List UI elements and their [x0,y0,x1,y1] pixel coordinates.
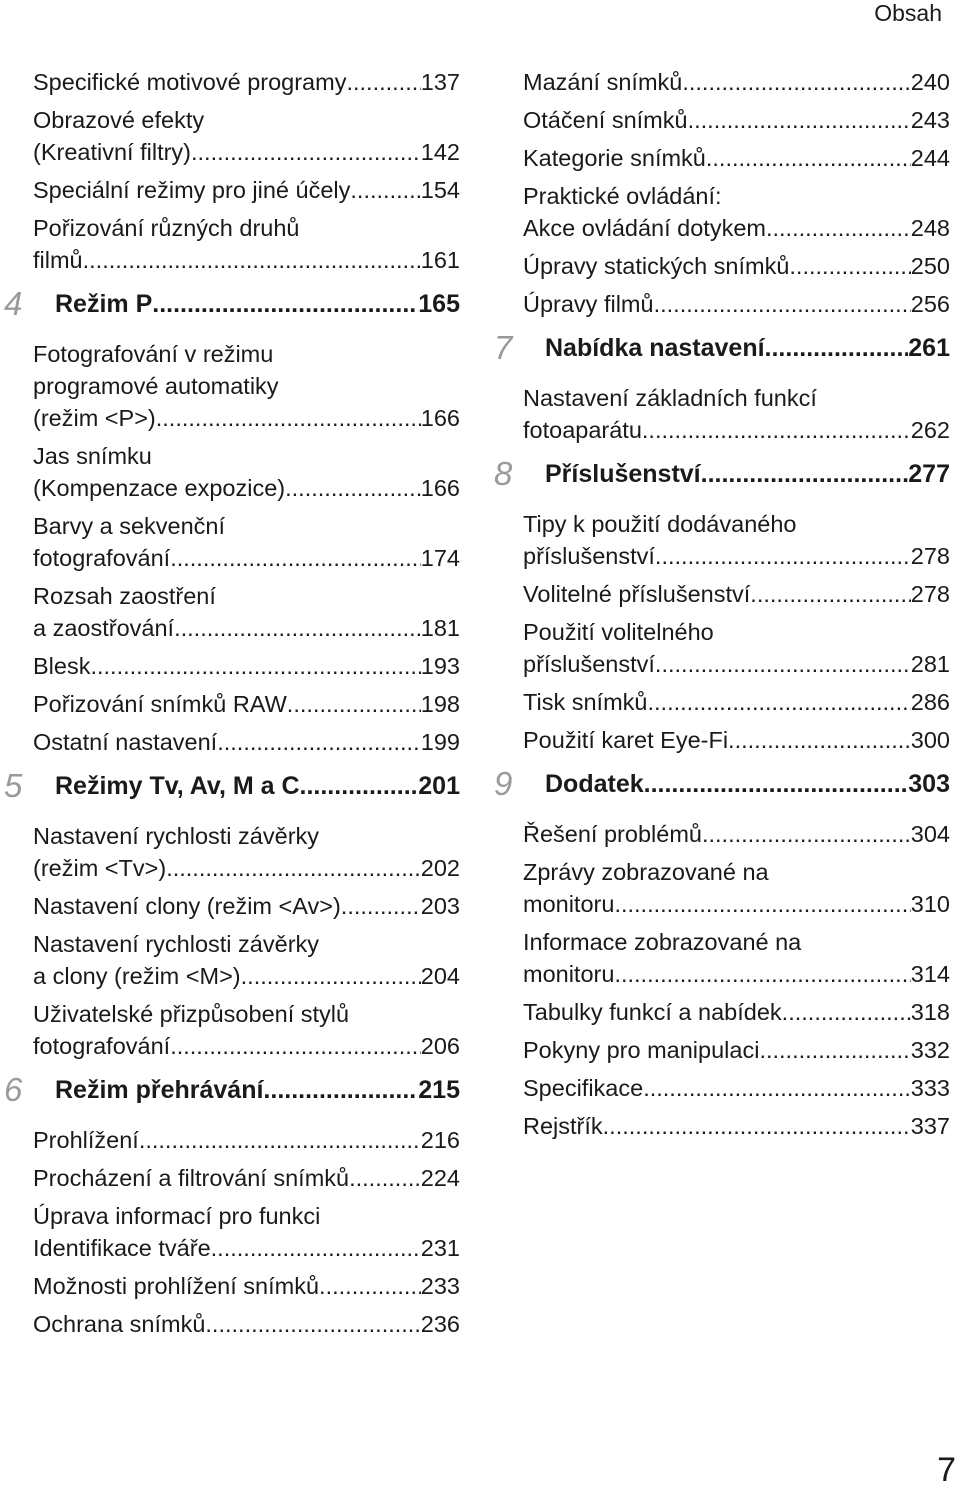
toc-entry[interactable] [0,580,460,644]
page-ref: 154 [420,177,460,203]
dot-leader [614,958,910,990]
page-ref: 206 [420,1033,460,1059]
page-ref: 261 [908,334,950,362]
toc-entry-title-line: Pořizování různých druhů [33,215,300,241]
toc-entry[interactable] [0,928,460,992]
toc-entry[interactable] [490,180,950,244]
toc-entry-title: a clony (režim <M>) [33,963,241,989]
dot-leader [350,174,420,206]
dot-leader [170,542,421,574]
page-ref: 243 [910,107,950,133]
toc-entry-title: fotografování [33,1033,171,1059]
page-ref: 337 [910,1113,950,1139]
dot-leader [750,578,910,610]
toc-entry[interactable] [0,998,460,1062]
chapter-title: Dodatek [545,770,644,798]
toc-entry-title: Řešení problémů [523,821,702,847]
toc-entry[interactable] [0,440,460,504]
page-ref: 224 [420,1165,460,1191]
toc-column-left [0,66,460,1346]
dot-leader [614,888,910,920]
toc-entry-title: fotografování [33,545,171,571]
page-ref: 277 [908,460,950,488]
page-ref: 244 [910,145,950,171]
toc-entry-title-line: Úprava informací pro funkci [33,1203,321,1229]
toc-entry-title-line: Barvy a sekvenční [33,513,226,539]
page-ref: 166 [420,475,460,501]
toc-entry-title-line: Rozsah zaostření [33,583,216,609]
page-ref: 137 [420,69,460,95]
page-ref: 300 [910,727,950,753]
toc-entry[interactable] [490,616,950,680]
toc-entry[interactable] [490,288,950,320]
page-ref: 215 [418,1076,460,1104]
toc-entry[interactable] [0,650,460,682]
toc-entry[interactable] [490,724,950,756]
toc-entry[interactable] [490,142,950,174]
toc-entry[interactable] [0,1124,460,1156]
toc-entry-title: Specifické motivové programy [33,69,347,95]
page-ref: 201 [418,772,460,800]
toc-entry-title: příslušenství [523,651,655,677]
toc-section-heading[interactable] [0,286,460,322]
toc-entry-title: Pokyny pro manipulaci [523,1037,760,1063]
page-ref: 198 [420,691,460,717]
page-ref: 193 [420,653,460,679]
toc-entry-title: Rejstřík [523,1113,603,1139]
toc-entry-title: monitoru [523,891,615,917]
toc-section-heading[interactable] [490,330,950,366]
toc-entry-title: Ochrana snímků [33,1311,206,1337]
dot-leader [706,142,911,174]
toc-entry[interactable] [490,250,950,282]
toc-entry-title: Specifikace [523,1075,644,1101]
dot-leader [217,726,421,758]
chapter-title: Příslušenství [545,460,701,488]
toc-entry-title: Tabulky funkcí a nabídek [523,999,782,1025]
toc-entry[interactable] [490,66,950,98]
toc-entry-title-line: Uživatelské přizpůsobení stylů [33,1001,350,1027]
page-ref: 216 [420,1127,460,1153]
toc-entry[interactable] [490,508,950,572]
toc-entry[interactable] [490,1110,950,1142]
page-ref: 202 [420,855,460,881]
dot-leader [90,650,420,682]
page-ref: 181 [420,615,460,641]
toc-section-heading[interactable] [0,768,460,804]
toc-entry-title: Úpravy statických snímků [523,253,790,279]
chapter-number: 5 [4,767,23,804]
page-ref: 314 [910,961,950,987]
page-ref: 278 [910,543,950,569]
dot-leader [655,540,911,572]
page-ref: 303 [908,770,950,798]
page-ref: 304 [910,821,950,847]
dot-leader [166,852,421,884]
page-ref: 262 [910,417,950,443]
dot-leader [174,612,421,644]
page-ref: 166 [420,405,460,431]
toc-entry[interactable] [490,382,950,446]
toc-entry-title-line: Fotografování v režimu [33,341,274,367]
toc-entry-title: příslušenství [523,543,655,569]
dot-leader [263,1072,418,1108]
toc-entry-title: Mazání snímků [523,69,683,95]
page-ref: 278 [910,581,950,607]
toc-entry-title-line: Zprávy zobrazované na [523,859,769,885]
toc-entry[interactable] [0,1270,460,1302]
toc-entry-title: Blesk [33,653,91,679]
toc-column-right [490,66,950,1148]
page-ref: 248 [910,215,950,241]
page-ref: 233 [420,1273,460,1299]
dot-leader [156,402,421,434]
toc-entry-title-line: Použití volitelného [523,619,714,645]
toc-entry[interactable] [490,1072,950,1104]
dot-leader [285,472,421,504]
toc-entry[interactable] [0,104,460,168]
dot-leader [139,1124,421,1156]
page-ref: 236 [420,1311,460,1337]
dot-leader [83,244,421,276]
dot-leader [211,1232,421,1264]
page-ref: 161 [420,247,460,273]
dot-leader [603,1110,911,1142]
page-ref: 333 [910,1075,950,1101]
toc-entry-title: (Kompenzace expozice) [33,475,286,501]
dot-leader [647,686,910,718]
toc-entry-title: (režim <Tv>) [33,855,167,881]
page-ref: 203 [420,893,460,919]
toc-entry-title: Tisk snímků [523,689,648,715]
toc-entry-title-line: Jas snímku [33,443,152,469]
dot-leader [191,136,421,168]
chapter-number: 7 [494,329,513,366]
page-ref: 281 [910,651,950,677]
toc-entry-title: fotoaparátu [523,417,642,443]
chapter-title: Režim P [55,290,153,318]
chapter-number: 4 [4,285,23,322]
toc-section-heading[interactable] [0,1072,460,1108]
toc-entry[interactable] [0,1200,460,1264]
toc-entry-title-line: Obrazové efekty [33,107,205,133]
dot-leader [170,1030,421,1062]
dot-leader [349,1162,421,1194]
toc-entry-title: (režim <P>) [33,405,156,431]
page-ref: 318 [910,999,950,1025]
chapter-title: Režim přehrávání [55,1076,264,1104]
toc-entry[interactable] [0,688,460,720]
toc-entry[interactable] [490,818,950,850]
toc-entry-title: Prohlížení [33,1127,139,1153]
toc-entry-title: Pořizování snímků RAW [33,691,287,717]
toc-entry[interactable] [0,890,460,922]
toc-entry[interactable] [490,856,950,920]
page-ref: 286 [910,689,950,715]
toc-entry[interactable] [490,926,950,990]
toc-entry-title: Volitelné příslušenství [523,581,751,607]
dot-leader [319,1270,421,1302]
toc-entry-title: Možnosti prohlížení snímků [33,1273,320,1299]
page-ref: 204 [420,963,460,989]
dot-leader [643,1072,911,1104]
page-ref: 199 [420,729,460,755]
dot-leader [701,456,909,492]
toc-entry-title: Procházení a filtrování snímků [33,1165,350,1191]
toc-entry-title-line: Nastavení základních funkcí [523,385,817,411]
dot-leader [152,286,418,322]
dot-leader [782,996,911,1028]
toc-entry[interactable] [490,1034,950,1066]
dot-leader [654,288,911,320]
toc-entry-title-line: Nastavení rychlosti závěrky [33,823,320,849]
toc-entry[interactable] [0,726,460,758]
toc-entry-title: filmů [33,247,83,273]
dot-leader [789,250,910,282]
toc-entry-title: Nastavení clony (režim <Av>) [33,893,341,919]
toc-entry-title: Kategorie snímků [523,145,706,171]
page-ref: 174 [420,545,460,571]
toc-entry-title-line: Praktické ovládání: [523,183,722,209]
dot-leader [765,330,909,366]
toc-entry-title: Identifikace tváře [33,1235,211,1261]
toc-entry-title-line: Tipy k použití dodávaného [523,511,797,537]
page-ref: 231 [420,1235,460,1261]
page-number: 7 [937,1451,956,1489]
page-ref: 250 [910,253,950,279]
toc-entry[interactable] [490,104,950,136]
toc-entry[interactable] [0,338,460,434]
dot-leader [766,212,911,244]
chapter-number: 8 [494,455,513,492]
dot-leader [644,766,909,802]
dot-leader [642,414,911,446]
toc-entry[interactable] [0,174,460,206]
toc-section-heading[interactable] [490,766,950,802]
toc-entry[interactable] [0,66,460,98]
dot-leader [287,688,421,720]
toc-section-heading[interactable] [490,456,950,492]
dot-leader [300,768,419,804]
dot-leader [702,818,911,850]
dot-leader [205,1308,420,1340]
page-ref: 142 [420,139,460,165]
dot-leader [241,960,421,992]
toc-entry-title: Ostatní nastavení [33,729,218,755]
toc-entry-title: Použití karet Eye-Fi [523,727,729,753]
chapter-number: 6 [4,1071,23,1108]
toc-entry[interactable] [0,1162,460,1194]
toc-entry[interactable] [0,510,460,574]
page-ref: 165 [418,290,460,318]
page-ref: 332 [910,1037,950,1063]
toc-entry[interactable] [0,820,460,884]
dot-leader [688,104,911,136]
toc-entry[interactable] [0,1308,460,1340]
dot-leader [682,66,910,98]
toc-entry[interactable] [0,212,460,276]
page-header-title: Obsah [874,0,942,26]
toc-entry[interactable] [490,578,950,610]
toc-entry-title-line: Nastavení rychlosti závěrky [33,931,320,957]
dot-leader [346,66,420,98]
dot-leader [728,724,911,756]
toc-entry-title: Otáčení snímků [523,107,688,133]
toc-entry-title: Akce ovládání dotykem [523,215,766,241]
chapter-number: 9 [494,765,513,802]
toc-entry-title: a zaostřování [33,615,175,641]
toc-entry[interactable] [490,996,950,1028]
toc-entry-title: (Kreativní filtry) [33,139,191,165]
page-ref: 256 [910,291,950,317]
toc-entry-title: Úpravy filmů [523,291,654,317]
page-ref: 240 [910,69,950,95]
dot-leader [759,1034,910,1066]
toc-entry-title-line: programové automatiky [33,373,279,399]
toc-entry[interactable] [490,686,950,718]
page-ref: 310 [910,891,950,917]
toc-entry-title-line: Informace zobrazované na [523,929,802,955]
dot-leader [655,648,911,680]
dot-leader [341,890,421,922]
chapter-title: Režimy Tv, Av, M a C [55,772,300,800]
toc-entry-title: Speciální režimy pro jiné účely [33,177,351,203]
toc-entry-title: monitoru [523,961,615,987]
chapter-title: Nabídka nastavení [545,334,765,362]
